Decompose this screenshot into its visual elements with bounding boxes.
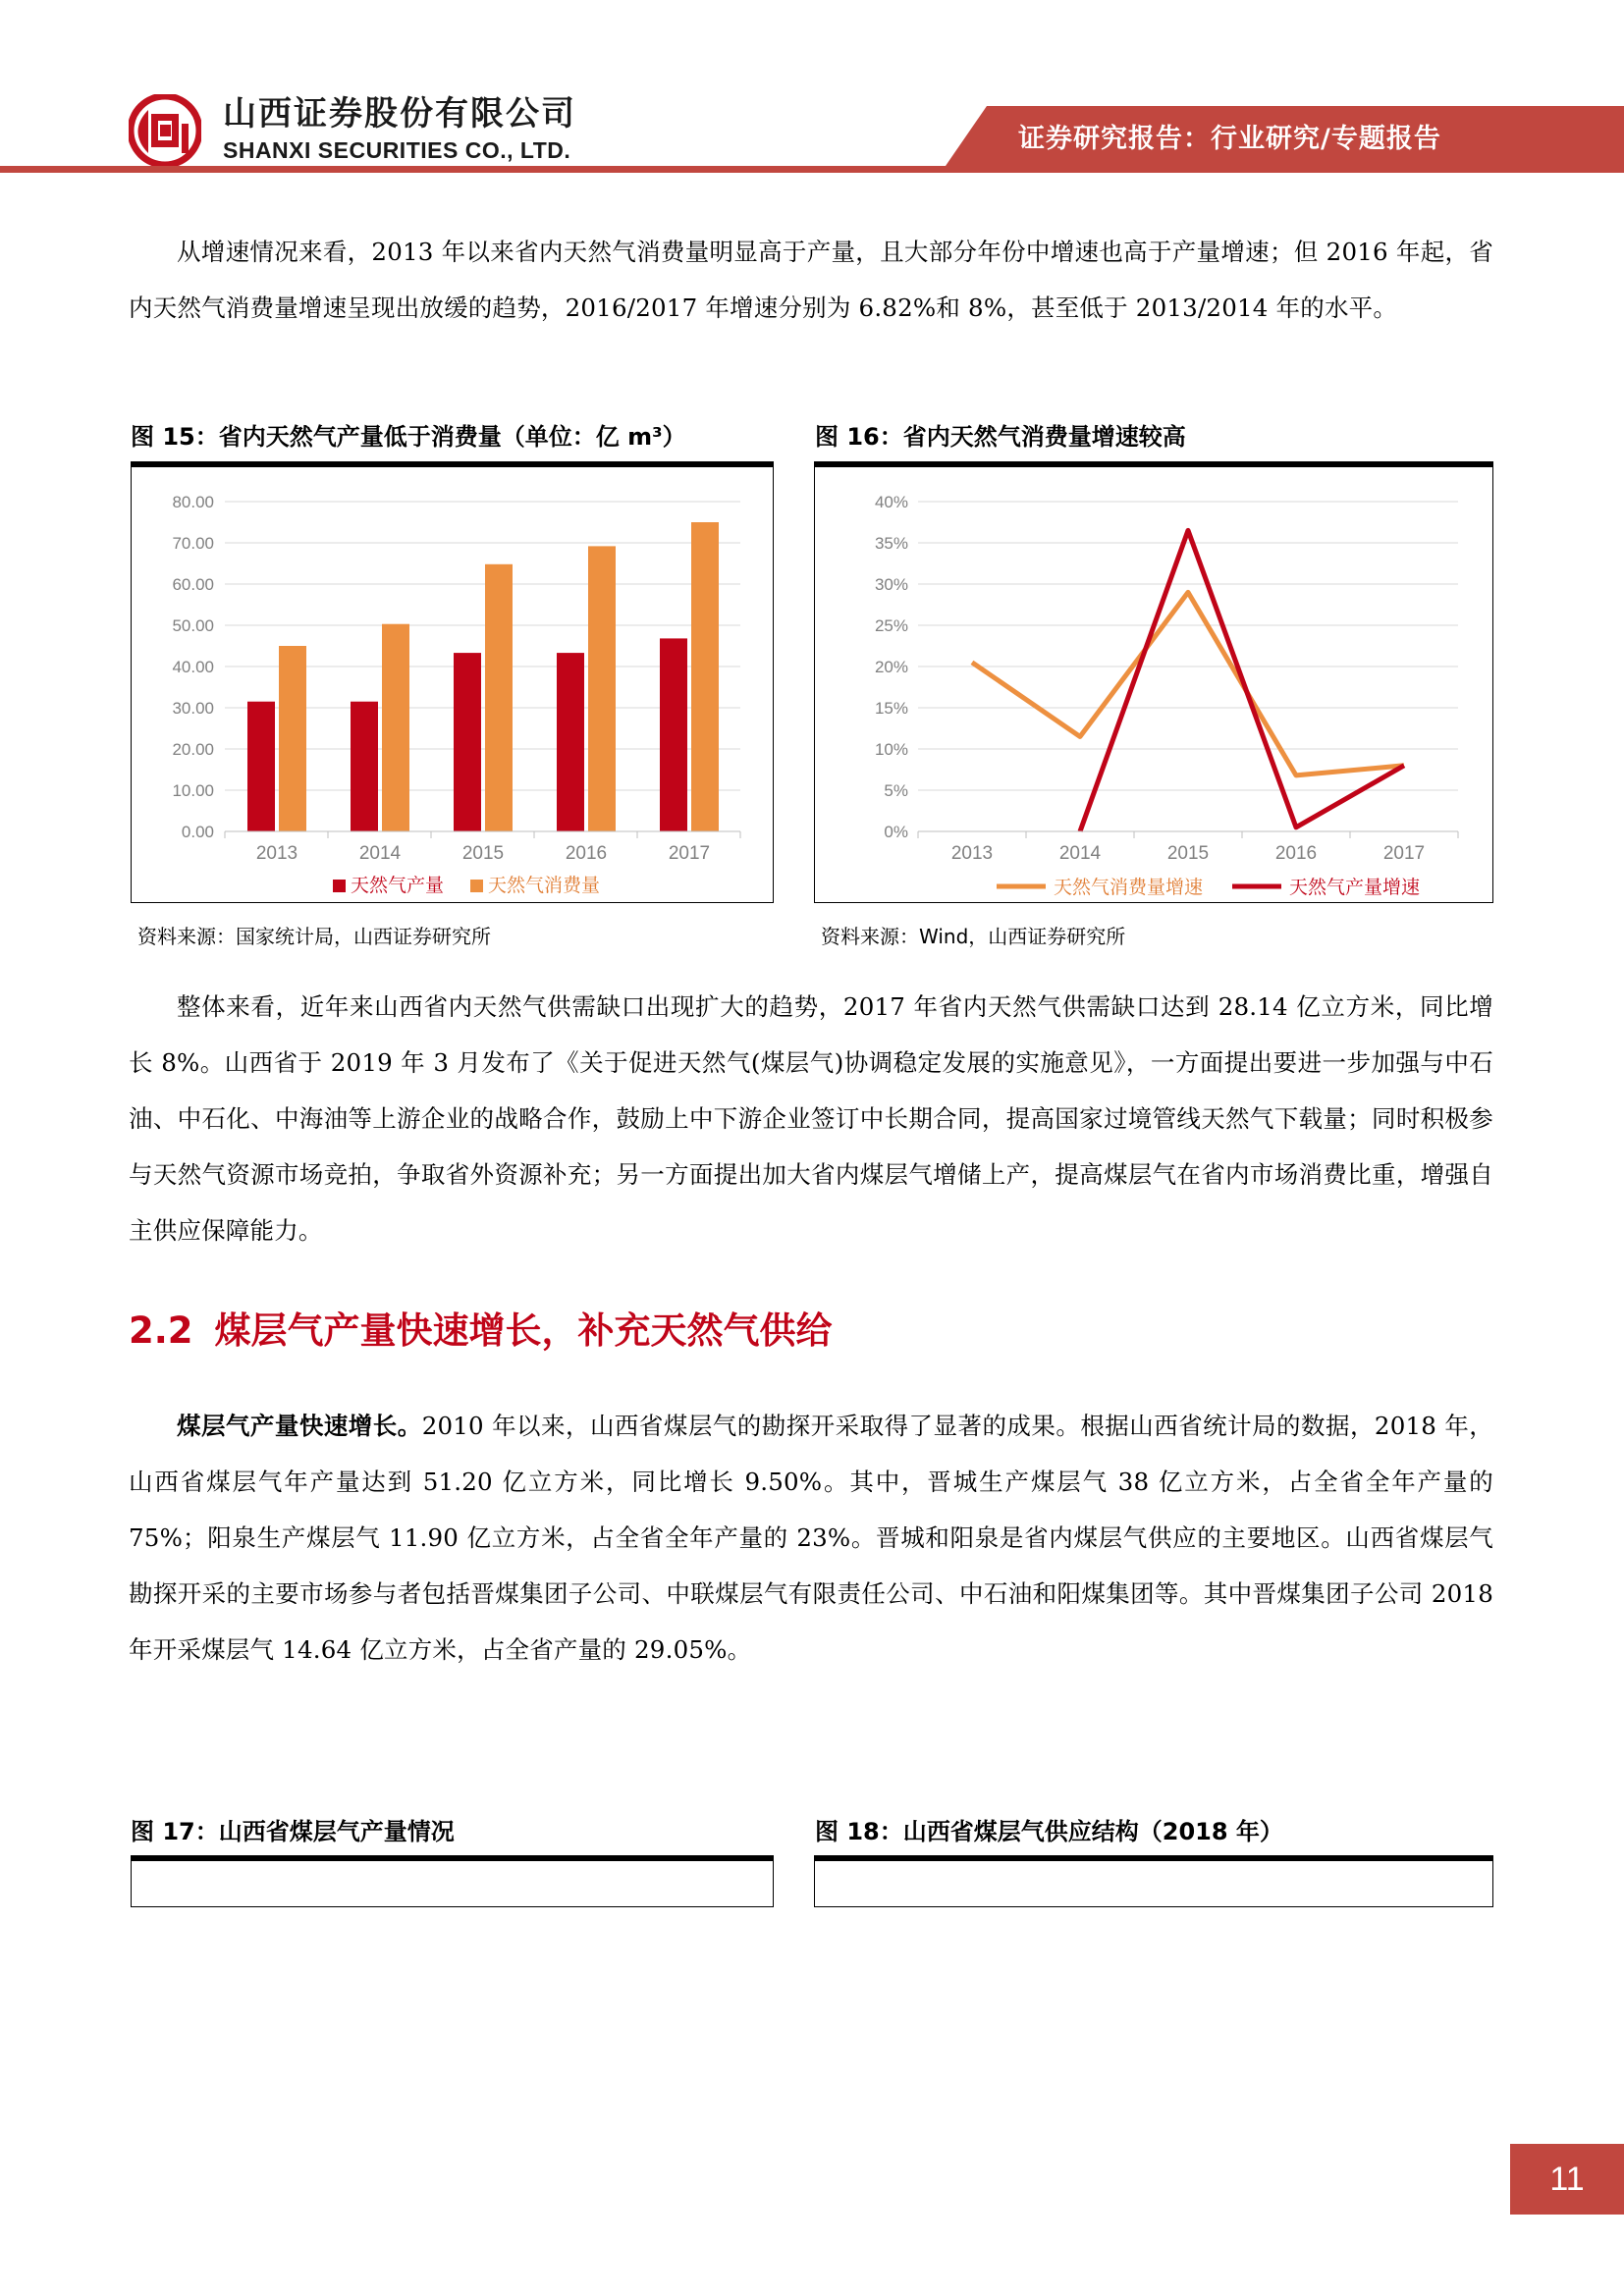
figure-17-top-rule [132,1856,773,1861]
svg-text:40%: 40% [874,493,908,511]
figure-15-top-rule [132,462,773,467]
svg-text:60.00: 60.00 [172,575,214,594]
figure-17-chart-container [131,1855,774,1907]
legend-label-production: 天然气产量 [351,875,445,896]
figure-16-chart-container [814,461,1493,903]
figure-15-caption: 图 15：省内天然气产量低于消费量（单位：亿 m³） [131,423,686,451]
page-number-badge: 11 [1510,2144,1624,2215]
svg-text:2013: 2013 [255,843,298,864]
paragraph-cbm-lead: 煤层气产量快速增长。 [177,1412,422,1440]
x-axis-category-labels [951,843,1425,864]
paragraph-growth-rate: 从增速情况来看，2013 年以来省内天然气消费量明显高于产量，且大部分年份中增速也高于产量增速；但 2016 年起，省内天然气消费量增速呈现出放缓的趋势，2016/2017 年增速分别为 6.82%和 8%，甚至低于 2013/2014 年的水平。 [129,238,1493,322]
svg-text:30%: 30% [874,575,908,594]
y-axis-labels [172,493,214,841]
line-consumption-growth [972,592,1404,775]
x-axis-ticks [918,831,1458,838]
svg-text:2016: 2016 [1274,843,1318,864]
figure-15-chart-container [131,461,774,903]
figure-16-top-rule [815,462,1492,467]
line-chart-gas-growth-rate [815,462,1492,900]
section-number: 2.2 [129,1309,193,1352]
x-axis-category-labels [256,843,710,864]
svg-text:0%: 0% [884,823,908,841]
svg-text:10.00: 10.00 [172,781,214,800]
svg-text:50.00: 50.00 [172,616,214,635]
svg-text:2014: 2014 [358,843,402,864]
report-type-label: 证券研究报告：行业研究/专题报告 [1018,124,1441,154]
svg-text:2014: 2014 [1058,843,1102,864]
figure-15-source: 资料来源：国家统计局，山西证券研究所 [137,925,491,948]
svg-text:35%: 35% [874,534,908,553]
bar-chart-gas-production-consumption [132,462,773,900]
svg-text:2015: 2015 [461,843,505,864]
company-name-block [223,94,576,164]
y-axis-labels [875,493,908,841]
figure-18-chart-container [814,1855,1493,1907]
figure-16-caption: 图 16：省内天然气消费量增速较高 [815,423,1186,451]
legend-label-production-growth: 天然气产量增速 [1289,877,1421,898]
bars-consumption [279,522,719,831]
svg-text:2013: 2013 [950,843,994,864]
svg-text:0.00: 0.00 [181,823,214,841]
svg-text:20%: 20% [874,658,908,676]
svg-text:80.00: 80.00 [172,493,214,511]
svg-text:2017: 2017 [668,843,711,864]
figure-18-caption: 图 18：山西省煤层气供应结构（2018 年） [815,1818,1283,1845]
header-divider [0,166,1624,173]
legend-label-consumption: 天然气消费量 [488,875,601,896]
svg-text:40.00: 40.00 [172,658,214,676]
line-production-growth [1080,530,1404,831]
section-heading-2-2 [129,1301,833,1354]
figure-16-source: 资料来源：Wind，山西证券研究所 [821,925,1126,948]
paragraph-supply-gap: 整体来看，近年来山西省内天然气供需缺口出现扩大的趋势，2017 年省内天然气供需缺口达到 28.14 亿立方米，同比增长 8%。山西省于 2019 年 3 月发布了《关于促进天然气(煤层气)协调稳定发展的实施意见》，一方面提出要进一步加强与中石油、中石化、中海油等上游企业的战略合作，鼓励上中下游企业签订中长期合同，提高国家过境管线天然气下载量；同时积极参与天然气资源市场竞拍，争取省外资源补充；另一方面提出加大省内煤层气增储上产，提高煤层气在省内市场消费比重，增强自主供应保障能力。 [129,992,1493,1245]
section-title: 煤层气产量快速增长，补充天然气供给 [214,1309,833,1352]
figure-18-top-rule [815,1856,1492,1861]
svg-text:5%: 5% [884,781,908,800]
legend-swatch-consumption [470,880,483,892]
page-header [0,0,1624,188]
bars-production [247,638,687,831]
chart-legend [997,877,1420,898]
shanxi-securities-logo-icon [129,94,201,167]
x-axis-ticks [225,831,740,838]
legend-swatch-production [333,880,346,892]
company-logo [129,94,576,167]
paragraph-cbm-body: 2010 年以来，山西省煤层气的勘探开采取得了显著的成果。根据山西省统计局的数据，2018 年，山西省煤层气年产量达到 51.20 亿立方米，同比增长 9.50%。其中，晋城生产煤层气 38 亿立方米，占全省全年产量的 75%；阳泉生产煤层气 11.90 亿立方米，占全省全年产量的 23%。晋城和阳泉是省内煤层气供应的主要地区。山西省煤层气勘探开采的主要市场参与者包括晋煤集团子公司、中联煤层气有限责任公司、中石油和阳煤集团等。其中晋煤集团子公司 2018 年开采煤层气 14.64 亿立方米，占全省产量的 29.05%。 [129,1412,1494,1664]
svg-text:10%: 10% [874,740,908,759]
chart-legend [333,875,600,896]
svg-text:2015: 2015 [1166,843,1210,864]
svg-text:70.00: 70.00 [172,534,214,553]
svg-text:30.00: 30.00 [172,699,214,718]
paragraph-cbm-production [129,1398,1493,1678]
svg-text:20.00: 20.00 [172,740,214,759]
company-name-cn: 山西证券股份有限公司 [223,94,576,134]
figure-17-caption: 图 17：山西省煤层气产量情况 [131,1818,455,1845]
svg-text:2017: 2017 [1382,843,1426,864]
svg-text:2016: 2016 [565,843,608,864]
svg-text:15%: 15% [874,699,908,718]
svg-text:25%: 25% [874,616,908,635]
company-name-en: SHANXI SECURITIES CO., LTD. [223,136,571,163]
legend-label-consumption-growth: 天然气消费量增速 [1054,877,1204,898]
